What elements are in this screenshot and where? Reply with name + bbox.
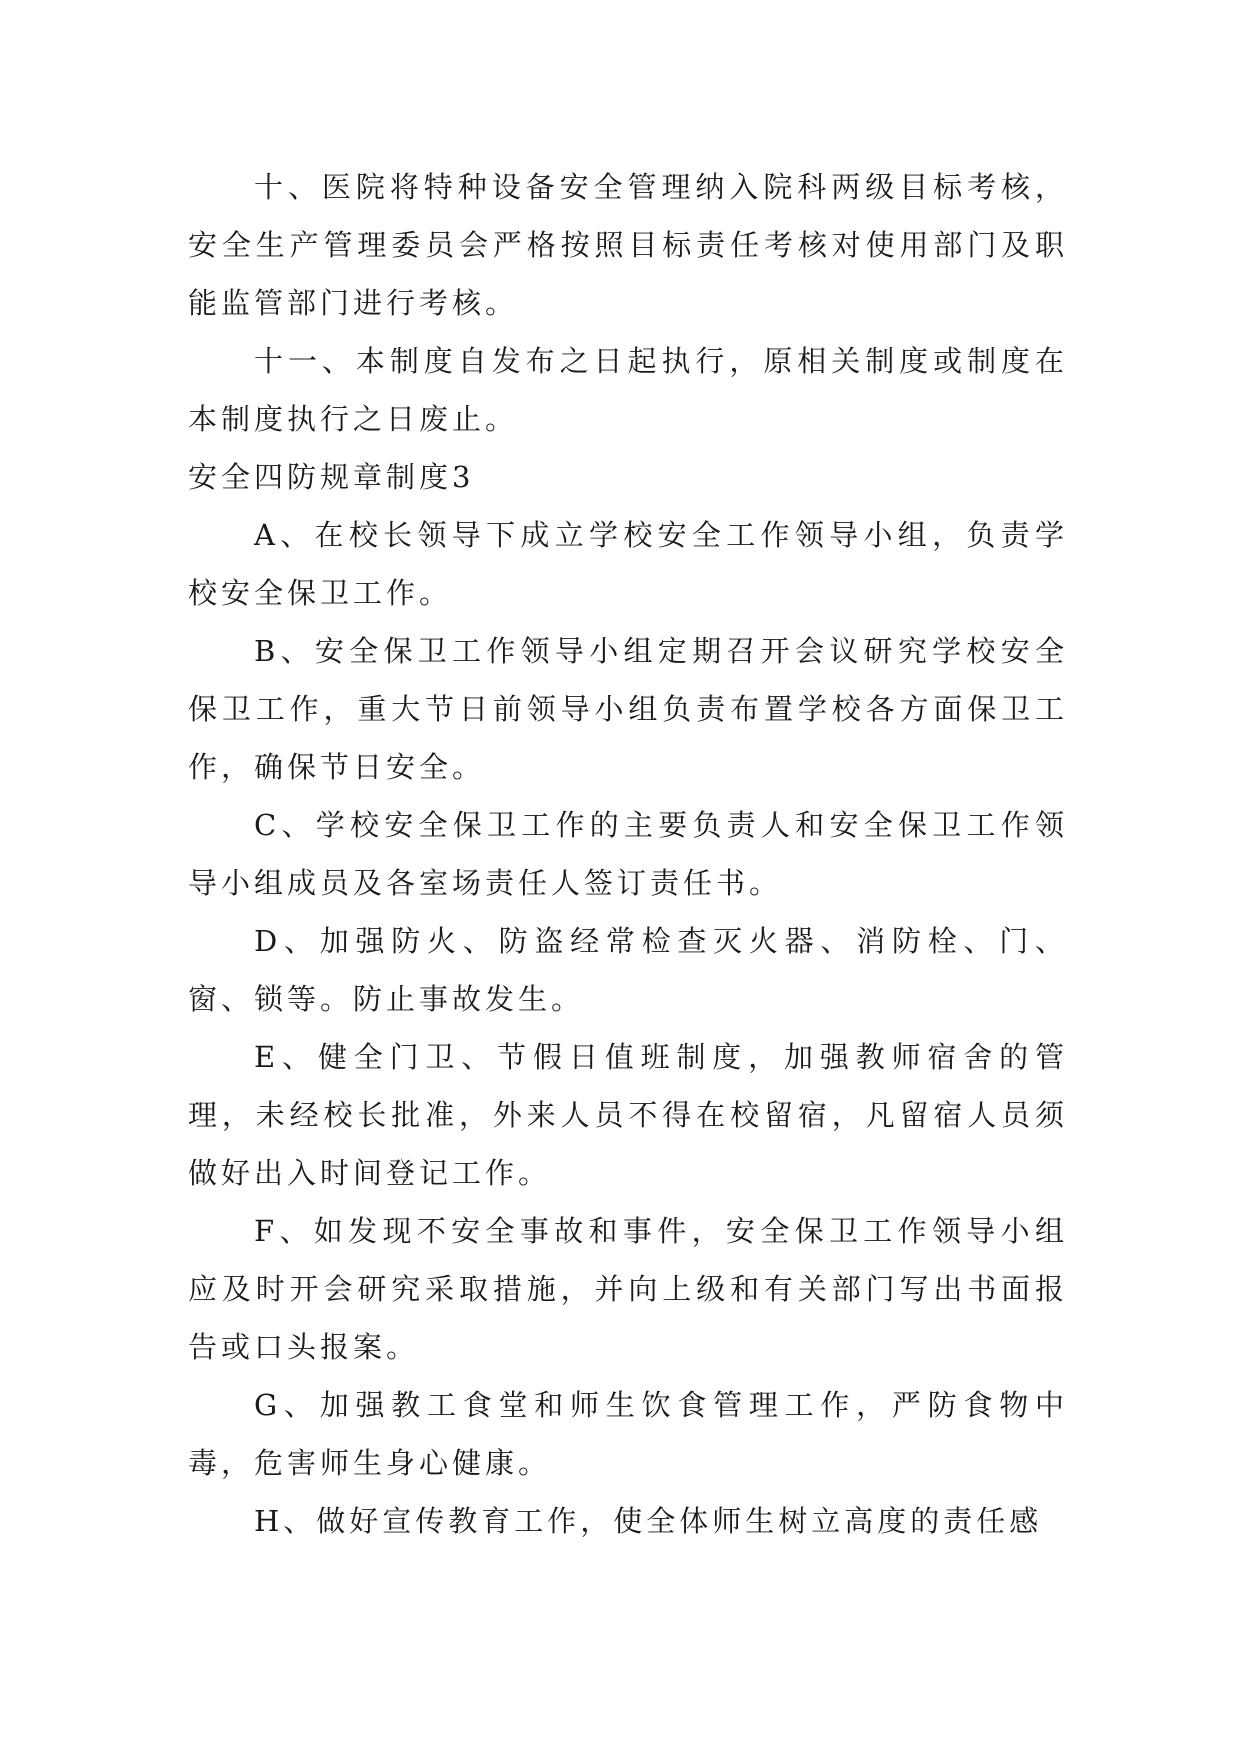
- paragraph-article-10: 十、医院将特种设备安全管理纳入院科两级目标考核，安全生产管理委员会严格按照目标责任考核对使用部门及职能监管部门进行考核。: [188, 170, 1068, 320]
- paragraph-item-c: C、学校安全保卫工作的主要负责人和安全保卫工作领导小组成员及各室场责任人签订责任书。: [188, 808, 1068, 900]
- paragraph-item-b: B、安全保卫工作领导小组定期召开会议研究学校安全保卫工作，重大节日前领导小组负责布置学校各方面保卫工作，确保节日安全。: [188, 634, 1068, 784]
- paragraph-item-d: D、加强防火、防盗经常检查灭火器、消防栓、门、窗、锁等。防止事故发生。: [188, 924, 1068, 1016]
- paragraph-item-f: F、如发现不安全事故和事件，安全保卫工作领导小组应及时开会研究采取措施，并向上级和有关部门写出书面报告或口头报案。: [188, 1214, 1068, 1364]
- paragraph-item-e: E、健全门卫、节假日值班制度，加强教师宿舍的管理，未经校长批准，外来人员不得在校留宿，凡留宿人员须做好出入时间登记工作。: [188, 1040, 1068, 1190]
- paragraph-item-g: G、加强教工食堂和师生饮食管理工作，严防食物中毒，危害师生身心健康。: [188, 1388, 1068, 1480]
- paragraph-item-a: A、在校长领导下成立学校安全工作领导小组，负责学校安全保卫工作。: [188, 518, 1068, 610]
- section-heading: 安全四防规章制度3: [188, 460, 475, 494]
- paragraph-article-11: 十一、本制度自发布之日起执行，原相关制度或制度在本制度执行之日废止。: [188, 344, 1068, 436]
- document-body: [188, 158, 1068, 1550]
- paragraph-item-h: H、做好宣传教育工作，使全体师生树立高度的责任感: [254, 1504, 1043, 1538]
